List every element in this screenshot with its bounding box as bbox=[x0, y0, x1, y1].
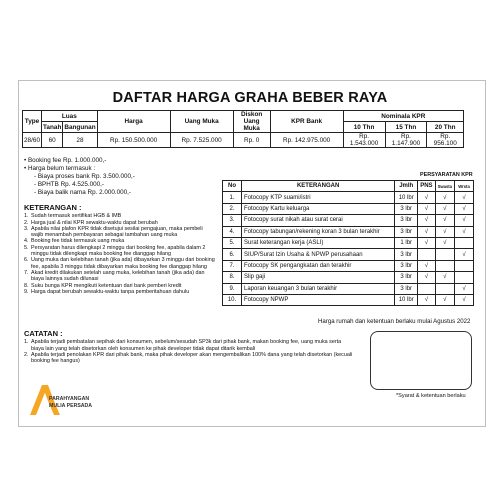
cell-swasta bbox=[435, 249, 454, 260]
cell-ket: Fotocopy tabungan/rekening koran 3 bulan terakhir bbox=[242, 226, 395, 237]
list-item: 3. Apabila nilai plafon KPR tidak disetujui sesilai pengajuan, maka pembeli wajib menambah pembayaran sebagai tambahan uang muka bbox=[24, 225, 203, 239]
harga-belum-termasuk: • Harga belum termasuk : bbox=[24, 165, 96, 173]
list-item: 8. Suku bunga KPR mengikuti ketentuan dari bank pemberi kredit bbox=[24, 282, 182, 289]
cell-swasta bbox=[435, 283, 454, 294]
list-item: 9. Harga dapat berubah sewaktu-waktu tanpa pemberitahuan dahulu bbox=[24, 288, 190, 295]
page-title: DAFTAR HARGA GRAHA BEBER RAYA bbox=[112, 90, 388, 106]
cell-ket: Fotocopy SK pengangkatan dan terakhir bbox=[242, 260, 395, 271]
cell-no: 1. bbox=[223, 192, 242, 203]
booking-fee: • Booking fee Rp. 1.000.000,- bbox=[24, 157, 107, 164]
biaya-proses-bank: - Biaya proses bank Rp. 3.500.000,- bbox=[34, 173, 135, 181]
cell-wrsta: √ bbox=[455, 249, 474, 260]
catatan-section bbox=[24, 331, 354, 364]
cell-jml: 10 lbr bbox=[395, 192, 418, 203]
cell-pns: √ bbox=[418, 215, 435, 226]
cell-swasta bbox=[435, 260, 454, 271]
cell-swasta: √ bbox=[435, 215, 454, 226]
col-pns: PNS bbox=[418, 181, 435, 192]
list-item: 1. Sudah termasuk sertifikat HGB & IMB bbox=[24, 213, 122, 220]
cell-swasta: √ bbox=[435, 272, 454, 283]
table-row bbox=[223, 249, 474, 260]
cell-jml: 1 lbr bbox=[395, 237, 418, 248]
col-type: Type bbox=[23, 111, 42, 133]
cell-tanah: 60 bbox=[42, 133, 63, 148]
cell-ket: Slip gaji bbox=[242, 272, 395, 283]
persyaratan-label: PERSYARATAN KPR bbox=[420, 172, 473, 178]
table-row bbox=[223, 226, 474, 237]
cell-jml: 3 lbr bbox=[395, 203, 418, 214]
cell-diskon: Rp. 0 bbox=[233, 133, 270, 148]
col-kpr-bank: KPR Bank bbox=[270, 111, 343, 133]
cell-no: 10. bbox=[223, 294, 242, 305]
requirements-table bbox=[222, 180, 474, 306]
col-nominala: Nominala KPR bbox=[343, 111, 463, 122]
cell-jml: 3 lbr bbox=[395, 226, 418, 237]
syarat-note: *Syarat & ketentuan berlaku bbox=[396, 393, 466, 399]
cell-jml: 10 lbr bbox=[395, 294, 418, 305]
cell-type: 28/60 bbox=[23, 133, 42, 148]
cell-wrsta: √ bbox=[455, 294, 474, 305]
list-item: 5. Persyaratan harus dilengkapi 2 minggu dari booking fee, apabila dalam 2 minggu tidak dilengkapi maka booking fee dianggap hilang bbox=[24, 244, 206, 258]
cell-wrsta: √ bbox=[455, 215, 474, 226]
col-swasta: Swasta bbox=[435, 181, 454, 192]
cell-no: 9. bbox=[223, 283, 242, 294]
col-no: No bbox=[223, 181, 242, 192]
cell-jml: 3 lbr bbox=[395, 260, 418, 271]
cell-wrsta bbox=[455, 237, 474, 248]
cell-no: 3. bbox=[223, 215, 242, 226]
cell-ket: Laporan keuangan 3 bulan terakhir bbox=[242, 283, 395, 294]
cell-ket: Fotocopy Kartu keluarga bbox=[242, 203, 395, 214]
cell-swasta: √ bbox=[435, 237, 454, 248]
cell-bangunan: 28 bbox=[63, 133, 97, 148]
logo-text-line2: MULIA PERSADA bbox=[49, 403, 93, 409]
cell-pns bbox=[418, 283, 435, 294]
catatan-title: CATATAN : bbox=[24, 329, 63, 338]
col-jmlh: Jmlh bbox=[395, 181, 418, 192]
cell-wrsta bbox=[455, 260, 474, 271]
booking-info bbox=[24, 157, 135, 197]
logo-text-line1: PARAHYANGAN bbox=[49, 396, 90, 402]
table-row bbox=[223, 294, 474, 305]
col-uang-muka: Uang Muka bbox=[170, 111, 233, 133]
cell-jml: 3 lbr bbox=[395, 249, 418, 260]
list-item: 2. Harga jual & nilai KPR sewaktu-waktu dapat berubah bbox=[24, 219, 158, 226]
price-table bbox=[22, 110, 464, 148]
col-harga: Harga bbox=[97, 111, 170, 133]
cell-harga: Rp. 150.500.000 bbox=[97, 133, 170, 148]
cell-no: 8. bbox=[223, 272, 242, 283]
list-item: 1. Apabila terjadi pembatalan sepihak dari konsumen, sebelum/sesudah SP3k dari pihak bank, makan booking fee, uang muka serta biaya lain yang telah disetorkan oleh konsumen ke pihak developer tidak dapat ditarik kembali bbox=[24, 339, 342, 352]
cell-ket: Fotocopy KTP suami/istri bbox=[242, 192, 395, 203]
cell-pns: √ bbox=[418, 260, 435, 271]
cell-jml: 3 lbr bbox=[395, 283, 418, 294]
cell-no: 2. bbox=[223, 203, 242, 214]
cell-ket: Fotocopy NPWP bbox=[242, 294, 395, 305]
table-row bbox=[223, 215, 474, 226]
cell-wrsta: √ bbox=[455, 192, 474, 203]
cell-pns: √ bbox=[418, 272, 435, 283]
table-row bbox=[223, 192, 474, 203]
biaya-balik-nama: - Biaya balik nama Rp. 2.000.000,- bbox=[34, 189, 131, 197]
col-wrsta: Wrsta bbox=[455, 181, 474, 192]
col-tanah: Tanah bbox=[43, 123, 62, 131]
bphtb: - BPHTB Rp. 4.525.000,- bbox=[34, 181, 104, 189]
cell-wrsta: √ bbox=[455, 226, 474, 237]
list-item: 6. Uang muka dan kelebihan tanah (jika ada) dibayarkan 3 minggu dari booking fee, apabila 3 minggu tidak dibayarkan maka booking fee dianggap hilang bbox=[24, 257, 215, 270]
keterangan-section bbox=[24, 205, 216, 295]
cell-kpr-bank: Rp. 142.975.000 bbox=[270, 133, 343, 148]
cell-15thn: Rp. 1.147.900 bbox=[385, 133, 427, 148]
cell-10thn: Rp. 1.543.000 bbox=[343, 133, 385, 148]
list-item: 2. Apabila terjadi penolakan KPR dari pihak bank, maka pihak developer akan mengembalikan 100% dana yang telah disetorkan (kecuali booking fee hangus) bbox=[24, 351, 353, 365]
cell-pns: √ bbox=[418, 237, 435, 248]
cell-wrsta bbox=[455, 272, 474, 283]
table-row bbox=[223, 237, 474, 248]
col-luas: Luas bbox=[42, 111, 98, 122]
col-20thn: 20 Thn bbox=[427, 122, 464, 133]
cell-ket: SIUP/Surat Izin Usaha & NPWP perusahaan bbox=[242, 249, 395, 260]
list-item: 7. Akad kredit dilakukan setelah uang muka, kelebihan tanah (jika ada) dan biaya lainnya sudah dilunasi bbox=[24, 269, 205, 283]
table-row bbox=[23, 133, 464, 148]
cell-pns bbox=[418, 249, 435, 260]
cell-jml: 3 lbr bbox=[395, 215, 418, 226]
cell-ket: Fotocopy surat nikah atau surat cerai bbox=[242, 215, 395, 226]
col-10thn: 10 Thn bbox=[343, 122, 385, 133]
table-row bbox=[223, 203, 474, 214]
keterangan-title: KETERANGAN : bbox=[24, 203, 82, 212]
cell-swasta: √ bbox=[435, 294, 454, 305]
cell-no: 7. bbox=[223, 260, 242, 271]
table-row bbox=[223, 260, 474, 271]
cell-no: 4. bbox=[223, 226, 242, 237]
cell-20thn: Rp. 956.100 bbox=[427, 133, 464, 148]
col-bangunan: Bangunan bbox=[64, 123, 96, 131]
cell-swasta: √ bbox=[435, 226, 454, 237]
col-keterangan: KETERANGAN bbox=[242, 181, 395, 192]
cell-no: 5. bbox=[223, 237, 242, 248]
cell-pns: √ bbox=[418, 294, 435, 305]
col-diskon: Diskon Uang Muka bbox=[233, 111, 270, 133]
cell-no: 6. bbox=[223, 249, 242, 260]
cell-wrsta: √ bbox=[455, 283, 474, 294]
cell-pns: √ bbox=[418, 192, 435, 203]
cell-ket: Surat keterangan kerja (ASLI) bbox=[242, 237, 395, 248]
cell-wrsta: √ bbox=[455, 203, 474, 214]
col-15thn: 15 Thn bbox=[385, 122, 427, 133]
table-row bbox=[223, 272, 474, 283]
cell-swasta: √ bbox=[435, 192, 454, 203]
cell-pns: √ bbox=[418, 203, 435, 214]
table-row bbox=[223, 283, 474, 294]
validity-note: Harga rumah dan ketentuan berlaku mulai Agustus 2022 bbox=[318, 318, 471, 325]
list-item: 4. Booking fee tidak termasuk uang muka bbox=[24, 238, 125, 245]
cell-jml: 3 lbr bbox=[395, 272, 418, 283]
cell-swasta: √ bbox=[435, 203, 454, 214]
cell-pns: √ bbox=[418, 226, 435, 237]
stamp-box bbox=[370, 331, 472, 390]
cell-uang-muka: Rp. 7.525.000 bbox=[170, 133, 233, 148]
